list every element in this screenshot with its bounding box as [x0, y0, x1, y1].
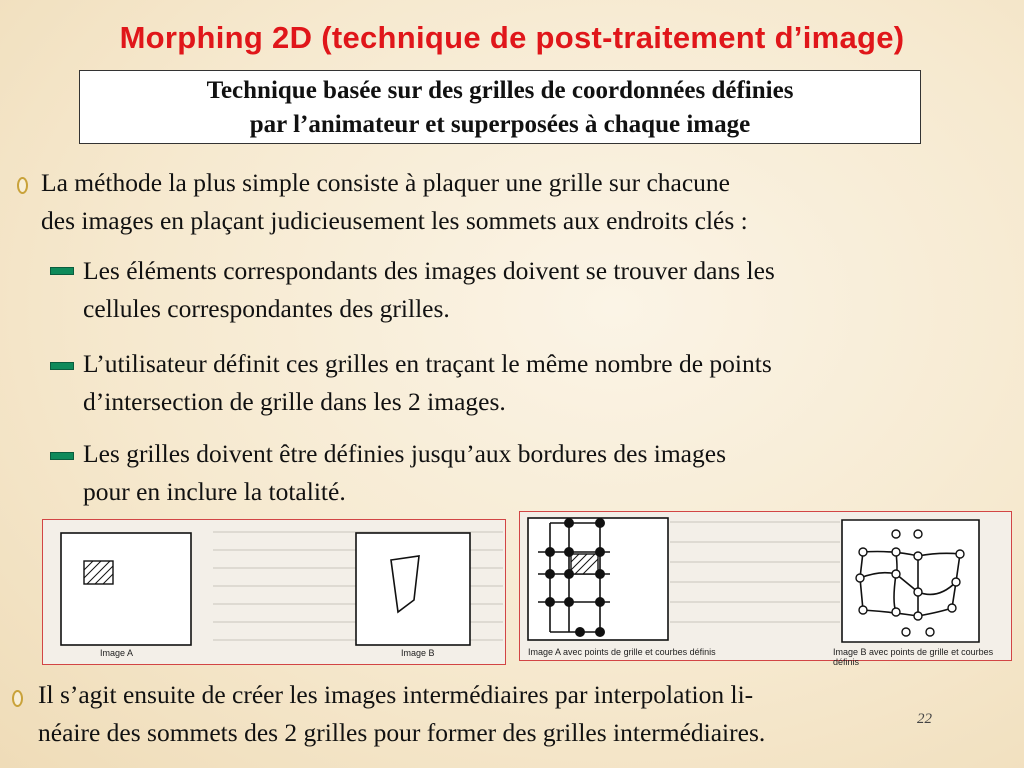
sub-bullet-1	[83, 252, 1013, 328]
definition-box	[79, 70, 921, 144]
dash-icon	[50, 267, 74, 275]
definition-line-2: par l’animateur et superposées à chaque image	[249, 111, 751, 138]
figure-images-a-b-drawing	[43, 520, 507, 666]
sub-bullet-3	[83, 435, 1013, 511]
sub-bullet-3-line-2: pour en inclure la totalité.	[83, 477, 346, 506]
sub-bullet-2-line-2: d’intersection de grille dans les 2 images.	[83, 387, 506, 416]
bullet-2-line-1: Il s’agit ensuite de créer les images intermédiaires par interpolation li-	[38, 680, 754, 709]
caption-image-b: Image B	[401, 648, 435, 658]
bullet-2-line-2: néaire des sommets des 2 grilles pour former des grilles intermédiaires.	[38, 718, 766, 747]
bullet-icon	[12, 690, 23, 707]
dash-icon	[50, 452, 74, 460]
sub-bullet-1-line-2: cellules correspondantes des grilles.	[83, 294, 450, 323]
definition-line-1: Technique basée sur des grilles de coordonnées définies	[206, 77, 794, 104]
slide-title: Morphing 2D (technique de post-traitement d’image)	[119, 20, 905, 55]
bullet-text-2	[38, 676, 1018, 752]
figure-images-a-b	[42, 519, 506, 665]
bullet-icon	[17, 177, 28, 194]
caption-grid-image-b: Image B avec points de grille et courbes définis	[833, 647, 994, 667]
sub-bullet-3-line-1: Les grilles doivent être définies jusqu’aux bordures des images	[83, 439, 726, 468]
page-number: 22	[917, 711, 932, 727]
bullet-1-line-2: des images en plaçant judicieusement les sommets aux endroits clés :	[41, 206, 748, 235]
dash-icon	[50, 362, 74, 370]
sub-bullet-1-line-1: Les éléments correspondants des images doivent se trouver dans les	[83, 256, 775, 285]
bullet-text-1	[41, 164, 1001, 240]
bullet-1-line-1: La méthode la plus simple consiste à plaquer une grille sur chacune	[41, 168, 730, 197]
figure-grids-a-b	[519, 511, 1012, 667]
sub-bullet-2-line-1: L’utilisateur définit ces grilles en traçant le même nombre de points	[83, 349, 772, 378]
caption-image-a: Image A	[100, 648, 134, 658]
sub-bullet-2	[83, 345, 1013, 421]
caption-grid-image-a: Image A avec points de grille et courbes définis	[528, 647, 716, 657]
figure-grids-a-b-drawing	[520, 512, 1013, 662]
